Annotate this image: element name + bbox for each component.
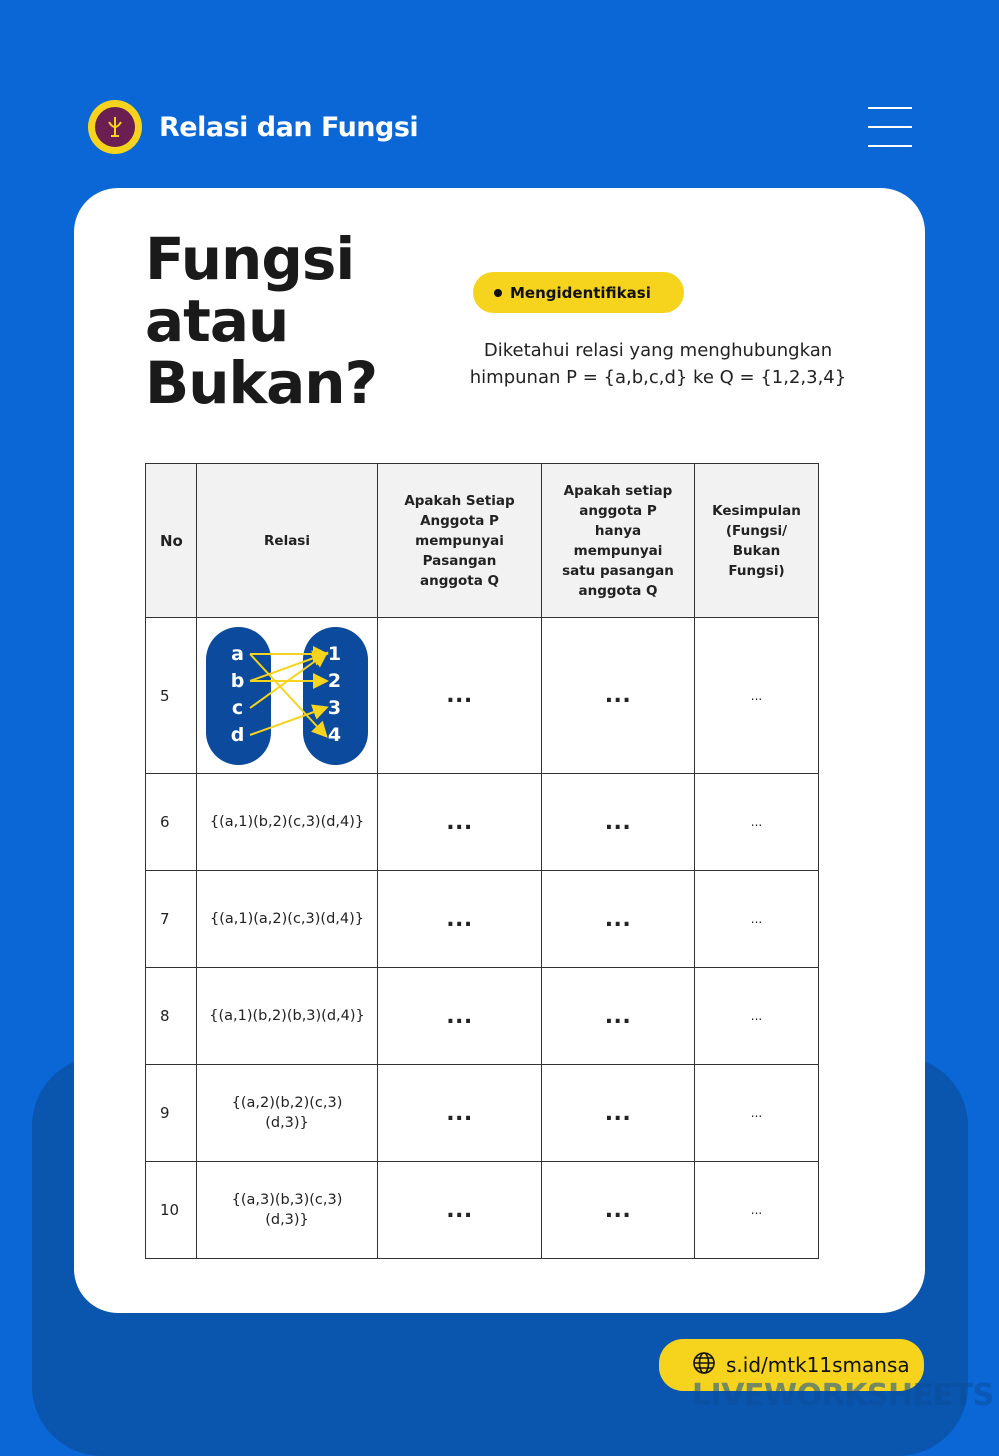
- answer-cell[interactable]: ...: [542, 1065, 695, 1162]
- footer-link-text: s.id/mtk11smansa: [726, 1353, 910, 1377]
- relation-cell: {(a,1)(b,2)(c,3)(d,4)}: [197, 774, 378, 871]
- table-row: [146, 618, 819, 774]
- answer-cell[interactable]: ...: [378, 1065, 542, 1162]
- menu-icon[interactable]: [868, 107, 912, 147]
- answer-cell[interactable]: ...: [378, 1162, 542, 1259]
- row-number: 9: [146, 1065, 197, 1162]
- answer-cell[interactable]: ...: [378, 774, 542, 871]
- relation-table: [145, 463, 819, 1259]
- codomain-label: 4: [327, 723, 342, 746]
- codomain-label: 1: [327, 642, 342, 665]
- codomain-label: 2: [327, 669, 342, 692]
- header: [88, 100, 418, 154]
- answer-cell[interactable]: ...: [378, 871, 542, 968]
- mapping-arrows: [206, 627, 369, 765]
- row-number: 6: [146, 774, 197, 871]
- domain-label: a: [231, 642, 244, 665]
- header-question-1: Apakah Setiap Anggota P mempunyai Pasangan anggota Q: [378, 464, 542, 618]
- relation-cell: {(a,3)(b,3)(c,3) (d,3)}: [197, 1162, 378, 1259]
- school-logo: [88, 100, 142, 154]
- table-header-row: [146, 464, 819, 618]
- answer-cell[interactable]: ...: [378, 968, 542, 1065]
- watermark-logo: LIVEWORKSHEETS: [692, 1378, 994, 1413]
- answer-cell[interactable]: ...: [542, 774, 695, 871]
- arrow-diagram: [206, 627, 369, 765]
- conclusion-cell[interactable]: ...: [695, 968, 819, 1065]
- mapping-arrow-a-4: [250, 654, 325, 735]
- conclusion-cell[interactable]: ...: [695, 1065, 819, 1162]
- table-row: [146, 1162, 819, 1259]
- table-row: [146, 968, 819, 1065]
- header-relasi: Relasi: [197, 464, 378, 618]
- arrow-diagram-cell: [197, 618, 378, 774]
- header-conclusion: Kesimpulan (Fungsi/ Bukan Fungsi): [695, 464, 819, 618]
- answer-cell[interactable]: ...: [542, 1162, 695, 1259]
- answer-cell[interactable]: ...: [378, 618, 542, 774]
- activity-badge: Mengidentifikasi: [473, 272, 684, 313]
- bullet-icon: [494, 289, 502, 297]
- domain-label: b: [230, 669, 245, 692]
- conclusion-cell[interactable]: ...: [695, 871, 819, 968]
- domain-label: c: [231, 696, 244, 719]
- page-title: Fungsi atau Bukan?: [145, 225, 378, 417]
- table-row: [146, 1065, 819, 1162]
- conclusion-cell[interactable]: ...: [695, 618, 819, 774]
- relation-cell: {(a,2)(b,2)(c,3) (d,3)}: [197, 1065, 378, 1162]
- globe-icon: [692, 1351, 716, 1379]
- answer-cell[interactable]: ...: [542, 618, 695, 774]
- answer-cell[interactable]: ...: [542, 871, 695, 968]
- answer-cell[interactable]: ...: [542, 968, 695, 1065]
- row-number: 5: [146, 618, 197, 774]
- row-number: 10: [146, 1162, 197, 1259]
- table-row: [146, 871, 819, 968]
- domain-label: d: [230, 723, 245, 746]
- conclusion-cell[interactable]: ...: [695, 774, 819, 871]
- codomain-label: 3: [327, 696, 342, 719]
- row-number: 7: [146, 871, 197, 968]
- row-number: 8: [146, 968, 197, 1065]
- table-row: [146, 774, 819, 871]
- header-title: Relasi dan Fungsi: [159, 111, 419, 143]
- relation-cell: {(a,1)(b,2)(b,3)(d,4)}: [197, 968, 378, 1065]
- relation-cell: {(a,1)(a,2)(c,3)(d,4)}: [197, 871, 378, 968]
- conclusion-cell[interactable]: ...: [695, 1162, 819, 1259]
- header-no: No: [146, 464, 197, 618]
- header-question-2: Apakah setiap anggota P hanya mempunyai satu pasangan anggota Q: [542, 464, 695, 618]
- problem-description: Diketahui relasi yang menghubungkan himpunan P = {a,b,c,d} ke Q = {1,2,3,4}: [469, 340, 847, 388]
